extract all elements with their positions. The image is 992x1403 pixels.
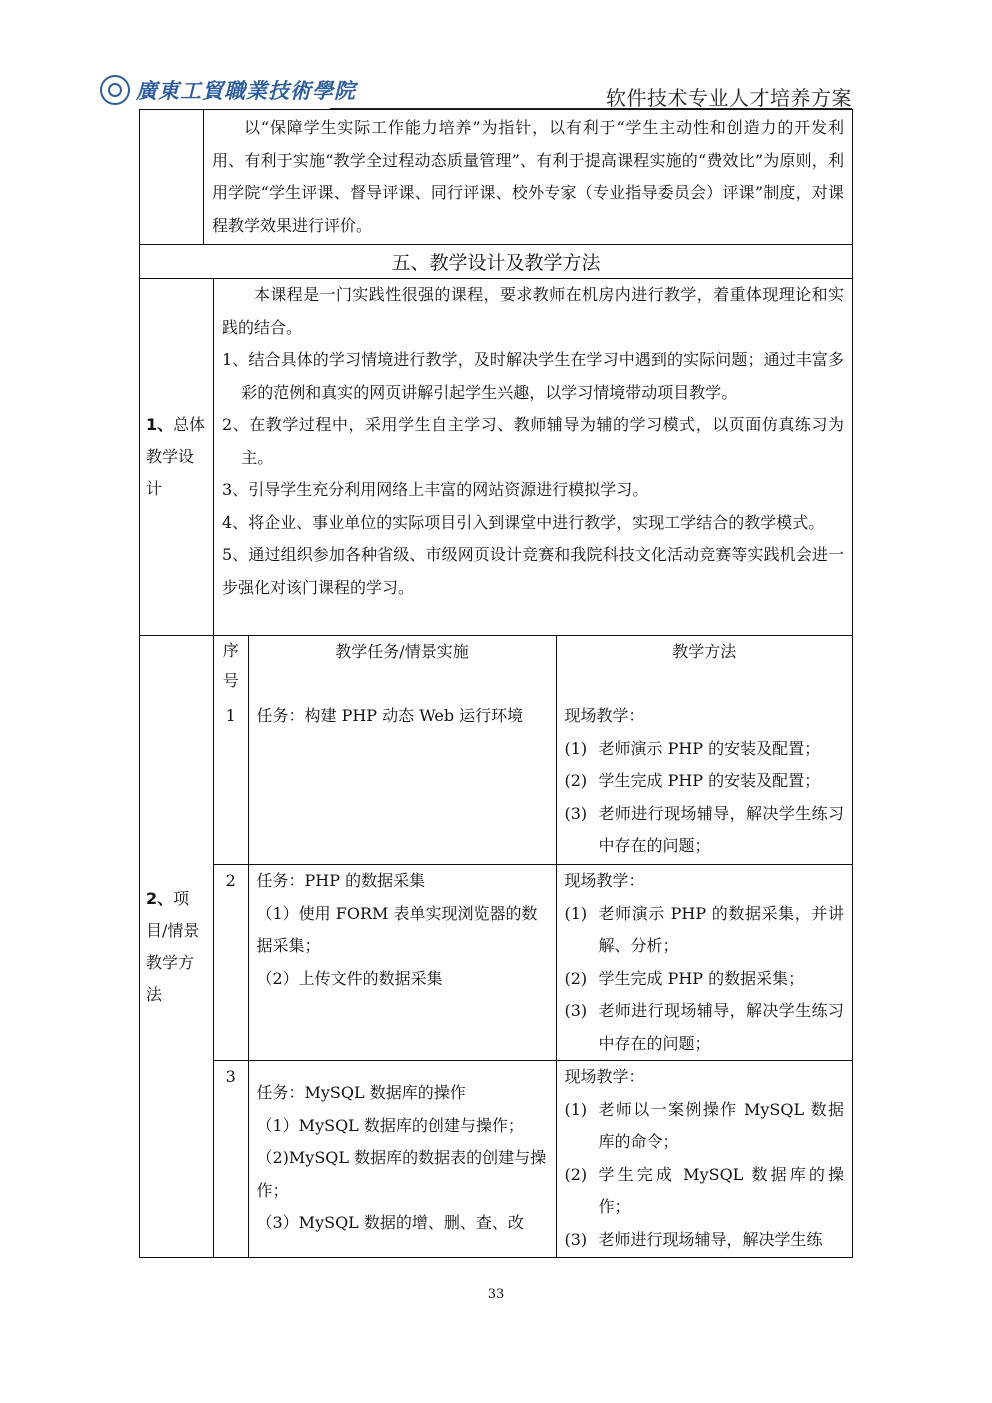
task-table-header (214, 636, 852, 700)
overall-item-text: 在教学过程中，采用学生自主学习、教师辅导为辅的学习模式，以页面仿真练习为主。 (241, 415, 844, 467)
task-line: （1）MySQL 数据库的创建与操作； (256, 1115, 524, 1135)
overall-item (222, 474, 844, 507)
project-method-label (140, 636, 214, 1258)
overall-intro: 本课程是一门实践性很强的课程，要求教师在机房内进行教学，着重体现理论和实践的结合。 (222, 285, 844, 337)
overall-item-text: 通过组织参加各种省级、市级网页设计竞赛和我院科技文化活动竞赛等实践机会进一步强化对该门课程的学习。 (222, 545, 844, 597)
overall-design-content (214, 279, 853, 636)
method-item-num: (1) (564, 738, 588, 758)
overall-item-num: 1、 (222, 350, 249, 369)
task-line: （3）MySQL 数据的增、删、查、改 (256, 1213, 524, 1232)
task-rows (214, 700, 852, 1257)
curriculum-table (139, 109, 853, 1258)
college-logo (100, 74, 356, 106)
project-label-num: 2、 (146, 888, 174, 908)
task-row (214, 865, 852, 1061)
page-header (100, 70, 852, 110)
method-item-num: (3) (564, 803, 588, 823)
overall-design-row (140, 279, 853, 636)
overall-item-text: 将企业、事业单位的实际项目引入到课堂中进行教学，实现工学结合的教学模式。 (248, 512, 825, 532)
task-description (248, 865, 556, 1061)
task-line: （2)MySQL 数据库的数据表的创建与操作； (256, 1148, 547, 1200)
task-line: （1）使用 FORM 表单实现浏览器的数据采集； (256, 903, 538, 955)
task-row (214, 1061, 852, 1258)
method-title: 现场教学： (564, 706, 645, 725)
college-seal-icon (100, 75, 130, 105)
teaching-method (556, 1061, 852, 1258)
section-title-row (140, 245, 853, 279)
method-item (565, 1224, 845, 1257)
method-item (565, 963, 845, 996)
task-line: 任务：MySQL 数据库的操作 (256, 1083, 466, 1102)
evaluation-text-cell (204, 110, 853, 245)
task-description (248, 700, 556, 865)
task-seq: 1 (214, 700, 248, 865)
task-header: 教学任务/情景实施 (248, 636, 556, 700)
teaching-method (556, 700, 852, 865)
section-title: 五、教学设计及教学方法 (140, 245, 853, 279)
method-item-text: 学生完成 PHP 的数据采集； (598, 968, 805, 988)
evaluation-label-cell (140, 110, 204, 245)
overall-item-num: 4、 (222, 512, 249, 532)
task-method-table (214, 636, 852, 1257)
overall-item (222, 344, 844, 409)
method-item (565, 798, 845, 863)
method-item-text: 老师演示 PHP 的数据采集，并讲解、分析； (598, 903, 844, 955)
method-item-num: (1) (564, 903, 588, 923)
task-seq: 3 (214, 1061, 248, 1258)
overall-item-num: 3、 (222, 480, 249, 499)
method-item-text: 学生完成 PHP 的安装及配置； (598, 771, 821, 790)
overall-item-text: 引导学生充分利用网络上丰富的网站资源进行模拟学习。 (248, 480, 649, 499)
overall-label-text: 总体教学设计 (146, 415, 206, 498)
method-title: 现场教学： (564, 1067, 645, 1086)
overall-items (222, 344, 844, 604)
method-item-num: (1) (564, 1099, 588, 1119)
overall-item (222, 409, 844, 474)
evaluation-text: 以“保障学生实际工作能力培养”为指针，以有利于“学生主动性和创造力的开发利用、有利于实施“教学全过程动态质量管理”、有利于提高课程实施的“费效比”为原则，利用学院“学生评课、督导评课、同行评课、校外专家（专业指导委员会）评课”制度，对课程教学效果进行评价。 (212, 118, 844, 235)
method-item (565, 898, 845, 963)
method-item-text: 学生完成 MySQL 数据库的操作； (598, 1164, 844, 1216)
method-header: 教学方法 (556, 636, 852, 700)
method-item-text: 老师进行现场辅导，解决学生练习中存在的问题； (598, 803, 844, 855)
seq-header: 序号 (214, 636, 248, 700)
method-item (565, 765, 845, 798)
document-title: 软件技术专业人才培养方案 (606, 86, 852, 110)
page-number: 33 (487, 1287, 505, 1302)
overall-item-num: 2、 (222, 415, 250, 434)
overall-item-num: 5、 (222, 545, 249, 564)
method-item (565, 1159, 845, 1224)
overall-item (222, 507, 844, 540)
method-item (565, 1094, 845, 1159)
method-item-num: (3) (564, 1001, 588, 1020)
overall-item-text: 结合具体的学习情境进行教学，及时解决学生在学习中遇到的实际问题；通过丰富多彩的范例和真实的网页讲解引起学生兴趣，以学习情境带动项目教学。 (241, 350, 844, 402)
method-item-num: (2) (564, 1164, 588, 1184)
project-method-content (214, 636, 853, 1258)
method-item-text: 老师演示 PHP 的安装及配置； (598, 738, 821, 758)
method-item-num: (3) (564, 1229, 588, 1249)
evaluation-row (140, 110, 853, 245)
method-item-num: (2) (564, 771, 588, 790)
task-line: 任务：构建 PHP 动态 Web 运行环境 (256, 706, 524, 725)
method-title: 现场教学： (564, 871, 645, 890)
logo-text: 廣東工貿職業技術學院 (136, 78, 356, 103)
teaching-method (556, 865, 852, 1061)
task-seq: 2 (214, 865, 248, 1061)
overall-label-num: 1、 (146, 415, 174, 434)
method-item-text: 老师进行现场辅导，解决学生练 (598, 1229, 823, 1249)
method-item-text: 老师进行现场辅导，解决学生练习中存在的问题； (598, 1001, 844, 1053)
task-line: 任务：PHP 的数据采集 (256, 871, 426, 890)
task-line: （2）上传文件的数据采集 (256, 968, 443, 988)
task-description (248, 1061, 556, 1258)
overall-item (222, 539, 844, 604)
method-item-text: 老师以一案例操作 MySQL 数据库的命令； (598, 1099, 844, 1151)
method-item (565, 995, 845, 1060)
overall-design-label (140, 279, 214, 636)
method-item-num: (2) (564, 968, 588, 988)
project-label-text: 项目/情景教学方法 (146, 888, 200, 1004)
method-item (565, 733, 845, 766)
task-row (214, 700, 852, 865)
project-method-row (140, 636, 853, 1258)
